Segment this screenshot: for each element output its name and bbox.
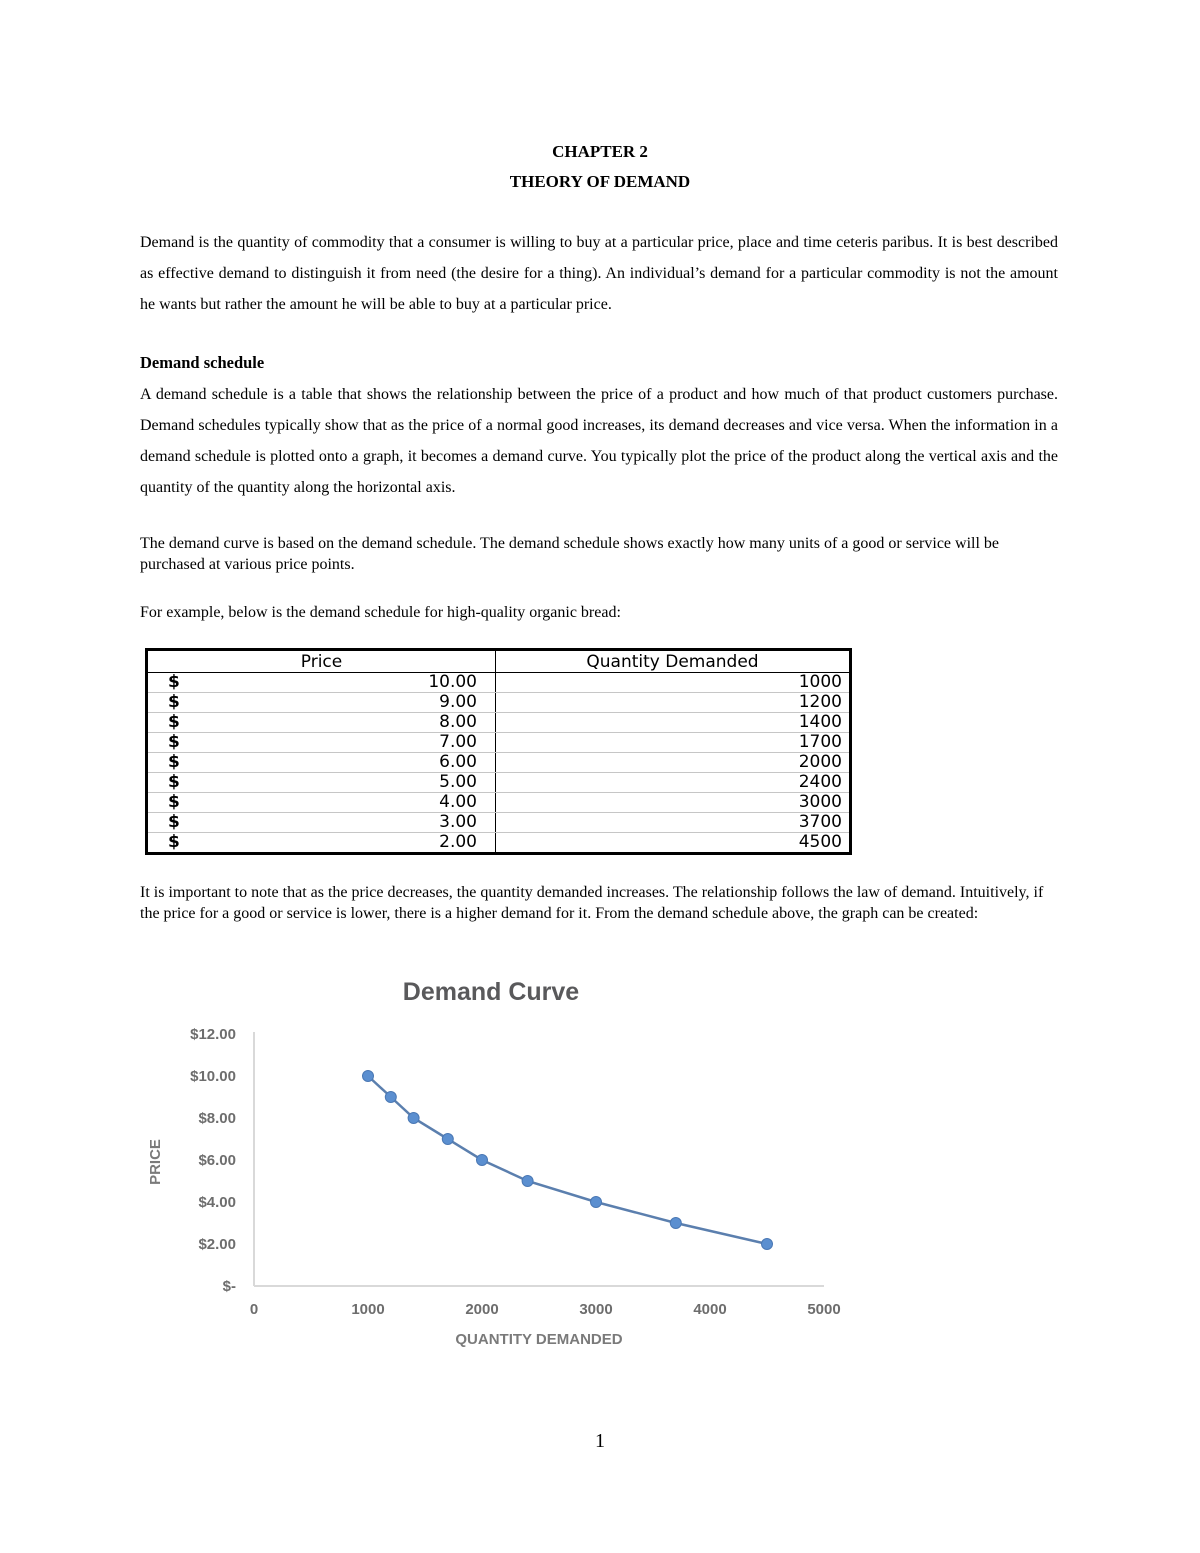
x-tick-label: 0 xyxy=(249,1301,259,1318)
data-point xyxy=(670,1218,681,1229)
price-value: 7.00 xyxy=(439,732,477,752)
y-tick-label: $- xyxy=(222,1278,236,1295)
quantity-cell: 1400 xyxy=(496,713,850,733)
price-cell xyxy=(148,673,496,693)
table-row xyxy=(148,793,849,813)
schedule-paragraph: A demand schedule is a table that shows the relationship between the price of a product and how much of that product customers purchase. Demand schedules typically show that as the price of a normal good increases, its demand decreases and vice versa. When the information in a demand schedule is plotted onto a graph, it becomes a demand curve. You typically plot the price of the product along the vertical axis and the quantity of the quantity along the horizontal axis. xyxy=(140,386,1058,496)
demand-schedule-table xyxy=(145,648,852,855)
price-column-header: Price xyxy=(148,651,496,673)
price-cell xyxy=(148,793,496,813)
currency-symbol: $ xyxy=(168,812,180,832)
table-row xyxy=(148,773,849,793)
price-cell xyxy=(148,833,496,853)
data-point xyxy=(762,1239,773,1250)
example-paragraph: For example, below is the demand schedule for high-quality organic bread: xyxy=(140,604,621,621)
data-point xyxy=(591,1197,602,1208)
currency-symbol: $ xyxy=(168,712,180,732)
currency-symbol: $ xyxy=(168,732,180,752)
price-value: 4.00 xyxy=(439,792,477,812)
chapter-title: THEORY OF DEMAND xyxy=(509,172,691,191)
quantity-cell: 3000 xyxy=(496,793,850,813)
demand-curve-chart xyxy=(140,965,860,1360)
price-cell xyxy=(148,713,496,733)
x-tick-label: 5000 xyxy=(807,1301,841,1318)
price-value: 10.00 xyxy=(428,672,477,692)
quantity-cell: 3700 xyxy=(496,813,850,833)
x-tick-label: 2000 xyxy=(465,1301,499,1318)
price-value: 8.00 xyxy=(439,712,477,732)
currency-symbol: $ xyxy=(168,672,180,692)
price-value: 6.00 xyxy=(439,752,477,772)
data-point xyxy=(442,1134,453,1145)
law-of-demand-paragraph: It is important to note that as the price decreases, the quantity demanded increases. The relationship follows the law of demand. Intuitively, if the price for a good or service is lower, there is a higher demand for it. From the demand schedule above, the graph can be created: xyxy=(140,884,1044,922)
table-row xyxy=(148,673,849,693)
currency-symbol: $ xyxy=(168,772,180,792)
x-tick-label: 3000 xyxy=(579,1301,613,1318)
price-value: 9.00 xyxy=(439,692,477,712)
currency-symbol: $ xyxy=(168,792,180,812)
x-tick-label: 4000 xyxy=(693,1301,727,1318)
currency-symbol: $ xyxy=(168,752,180,772)
quantity-cell: 1700 xyxy=(496,733,850,753)
intro-paragraph: Demand is the quantity of commodity that a consumer is willing to buy at a particular price, place and time ceteris paribus. It is best described as effective demand to distinguish it from need (the desire for a thing). An individual’s demand for a particular commodity is not the amount he wants but rather the amount he will be able to buy at a particular price. xyxy=(140,234,1058,313)
chart-title: Demand Curve xyxy=(402,978,580,1006)
chapter-label: CHAPTER 2 xyxy=(552,142,648,161)
table-row xyxy=(148,833,849,853)
y-tick-label: $4.00 xyxy=(198,1194,236,1211)
quantity-cell: 2400 xyxy=(496,773,850,793)
quantity-cell: 1200 xyxy=(496,693,850,713)
data-point xyxy=(363,1071,374,1082)
y-axis-label: PRICE xyxy=(147,1139,164,1185)
currency-symbol: $ xyxy=(168,832,180,852)
data-point xyxy=(408,1113,419,1124)
price-cell xyxy=(148,753,496,773)
x-tick-label: 1000 xyxy=(351,1301,385,1318)
price-cell xyxy=(148,733,496,753)
price-value: 5.00 xyxy=(439,772,477,792)
y-tick-label: $10.00 xyxy=(190,1068,236,1085)
curve-paragraph: The demand curve is based on the demand schedule. The demand schedule shows exactly how many units of a good or service will be purchased at various price points. xyxy=(140,535,1000,573)
quantity-cell: 2000 xyxy=(496,753,850,773)
quantity-column-header: Quantity Demanded xyxy=(496,651,850,673)
demand-series-line xyxy=(368,1076,767,1244)
price-cell xyxy=(148,813,496,833)
quantity-cell: 4500 xyxy=(798,832,842,852)
currency-symbol: $ xyxy=(168,692,180,712)
x-axis-label: QUANTITY DEMANDED xyxy=(455,1331,623,1348)
y-tick-label: $8.00 xyxy=(198,1110,236,1127)
price-cell xyxy=(148,773,496,793)
table-row xyxy=(148,753,849,773)
y-tick-label: $12.00 xyxy=(190,1026,236,1043)
table-row xyxy=(148,733,849,753)
data-point xyxy=(522,1176,533,1187)
price-cell xyxy=(148,693,496,713)
table-row xyxy=(148,813,849,833)
price-value: 2.00 xyxy=(439,832,477,852)
table-row xyxy=(148,693,849,713)
section-heading: Demand schedule xyxy=(140,353,265,372)
page-number: 1 xyxy=(595,1430,605,1452)
data-point xyxy=(477,1155,488,1166)
price-value: 3.00 xyxy=(439,812,477,832)
table-row xyxy=(148,713,849,733)
y-tick-label: $6.00 xyxy=(198,1152,236,1169)
data-point xyxy=(385,1092,396,1103)
y-tick-label: $2.00 xyxy=(198,1236,236,1253)
quantity-cell: 1000 xyxy=(496,673,850,693)
